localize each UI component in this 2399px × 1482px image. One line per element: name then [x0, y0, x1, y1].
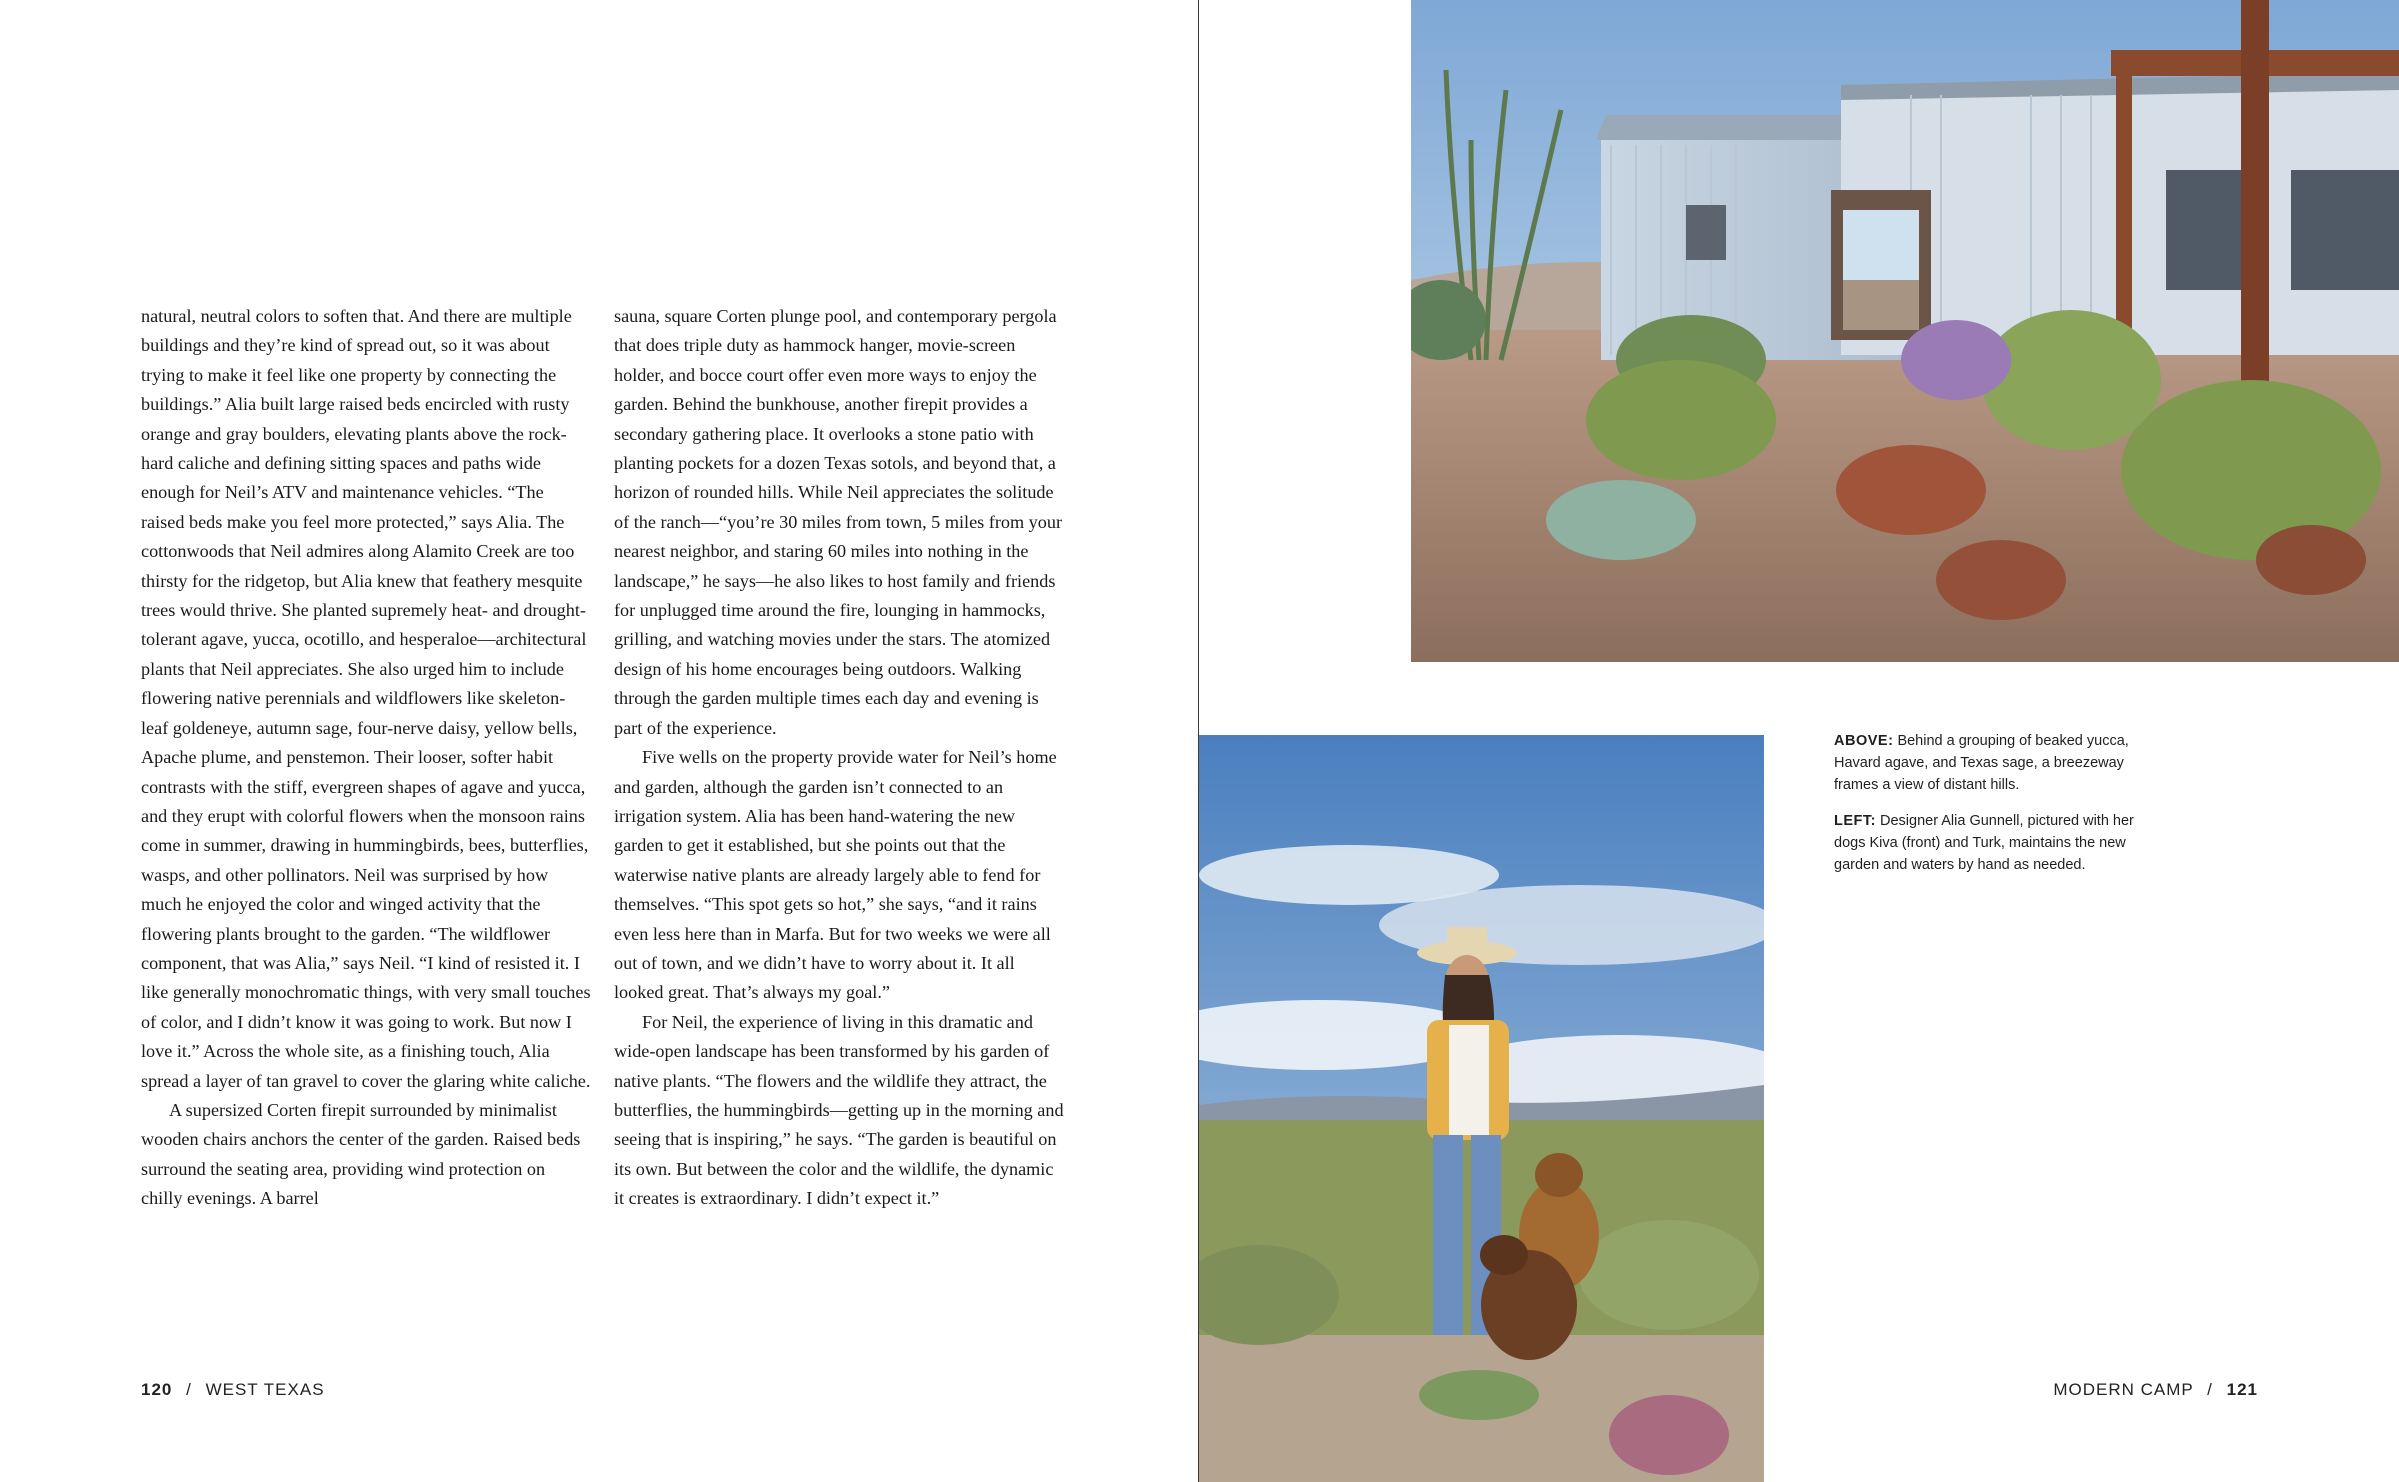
paragraph: For Neil, the experience of living in this dramatic and wide-open landscape has been transformed by his garden of native plants. “The flowers and the wildlife they attract, the butterflies, the hummingbirds—getting up in the morning and seeing that is inspiring,” he says. “The garden is beautiful on its own. But between the color and the wildlife, the dynamic it creates is extraordinary. I didn’t expect it.” — [614, 1011, 1064, 1209]
folio-separator: / — [2207, 1380, 2213, 1399]
body-column-2 — [614, 302, 1064, 1214]
caption-above — [1834, 730, 2134, 796]
photo-captions — [1834, 730, 2134, 890]
paragraph: A supersized Corten firepit surrounded by minimalist wooden chairs anchors the center of the garden. Raised beds surround the seating area, providing wind protection on chilly evenings. A barrel — [141, 1099, 581, 1209]
section-title: WEST TEXAS — [205, 1380, 325, 1399]
caption-label: ABOVE: — [1834, 733, 1894, 749]
caption-left — [1834, 810, 2134, 876]
paragraph: Five wells on the property provide water for Neil’s home and garden, although the garden isn’t connected to an irrigation system. Alia has been hand-watering the new garden to get it established, but she points out that the waterwise native plants are already largely able to fend for themselves. “This spot gets so hot,” she says, “and it rains even less here than in Marfa. But for two weeks we were all out of town, and we didn’t have to worry about it. It all looked great. That’s always my goal.” — [614, 747, 1057, 1003]
body-column-1 — [141, 302, 591, 1214]
paragraph: natural, neutral colors to soften that. And there are multiple buildings and they’re kind of spread out, so it was about trying to make it feel like one property by connecting the buildings.” Alia built large raised beds encircled with rusty orange and gray boulders, elevating plants above the rock-hard caliche and defining sitting spaces and paths wide enough for Neil’s ATV and maintenance vehicles. “The raised beds make you feel more protected,” says Alia. The cottonwoods that Neil admires along Alamito Creek are too thirsty for the ridgetop, but Alia knew that feathery mesquite trees would thrive. She planted supremely heat- and drought-tolerant agave, yucca, ocotillo, and hesperaloe—architectural plants that Neil appreciates. She also urged him to include flowering native perennials and wildflowers like skeleton-leaf goldeneye, autumn sage, four-nerve daisy, yellow bells, Apache plume, and penstemon. Their looser, softer habit contrasts with the stiff, evergreen shapes of agave and yucca, and they erupt with colorful flowers when the monsoon rains come in summer, drawing in hummingbirds, bees, butterflies, wasps, and other pollinators. Neil was surprised by how much he enjoyed the color and winged activity that the flowering plants brought to the garden. “The wildflower component, that was Alia,” says Neil. “I kind of resisted it. I like generally monochromatic things, with very small touches of color, and I didn’t know it was going to work. But now I love it.” Across the whole site, as a finishing touch, Alia spread a layer of tan gravel to cover the glaring white caliche. — [141, 306, 591, 1091]
page-number: 121 — [2226, 1380, 2258, 1399]
caption-label: LEFT: — [1834, 813, 1876, 829]
left-page — [0, 0, 1198, 1482]
folio-separator: / — [186, 1380, 192, 1399]
photo-designer-dogs — [1199, 735, 1764, 1482]
caption-text: Designer Alia Gunnell, pictured with her dogs Kiva (front) and Turk, maintains the new garden and waters by hand as needed. — [1834, 813, 2134, 873]
page-number: 120 — [141, 1380, 173, 1399]
caption-text: Behind a grouping of beaked yucca, Havard agave, and Texas sage, a breezeway frames a view of distant hills. — [1834, 733, 2129, 793]
paragraph: sauna, square Corten plunge pool, and contemporary pergola that does triple duty as hammock hanger, movie-screen holder, and bocce court offer even more ways to enjoy the garden. Behind the bunkhouse, another firepit provides a secondary gathering place. It overlooks a stone patio with planting pockets for a dozen Texas sotols, and beyond that, a horizon of rounded hills. While Neil appreciates the solitude of the ranch—“you’re 30 miles from town, 5 miles from your nearest neighbor, and staring 60 miles into nothing in the landscape,” he says—he also likes to host family and friends for unplugged time around the fire, lounging in hammocks, grilling, and watching movies under the stars. The atomized design of his home encourages being outdoors. Walking through the garden multiple times each day and evening is part of the experience. — [614, 306, 1063, 738]
designer-dogs-illustration — [1199, 735, 1764, 1482]
folio-left — [141, 1380, 325, 1400]
photo-house-garden — [1411, 0, 2399, 662]
section-title: MODERN CAMP — [2053, 1380, 2194, 1399]
folio-right — [2053, 1380, 2258, 1400]
house-garden-illustration — [1411, 0, 2399, 662]
